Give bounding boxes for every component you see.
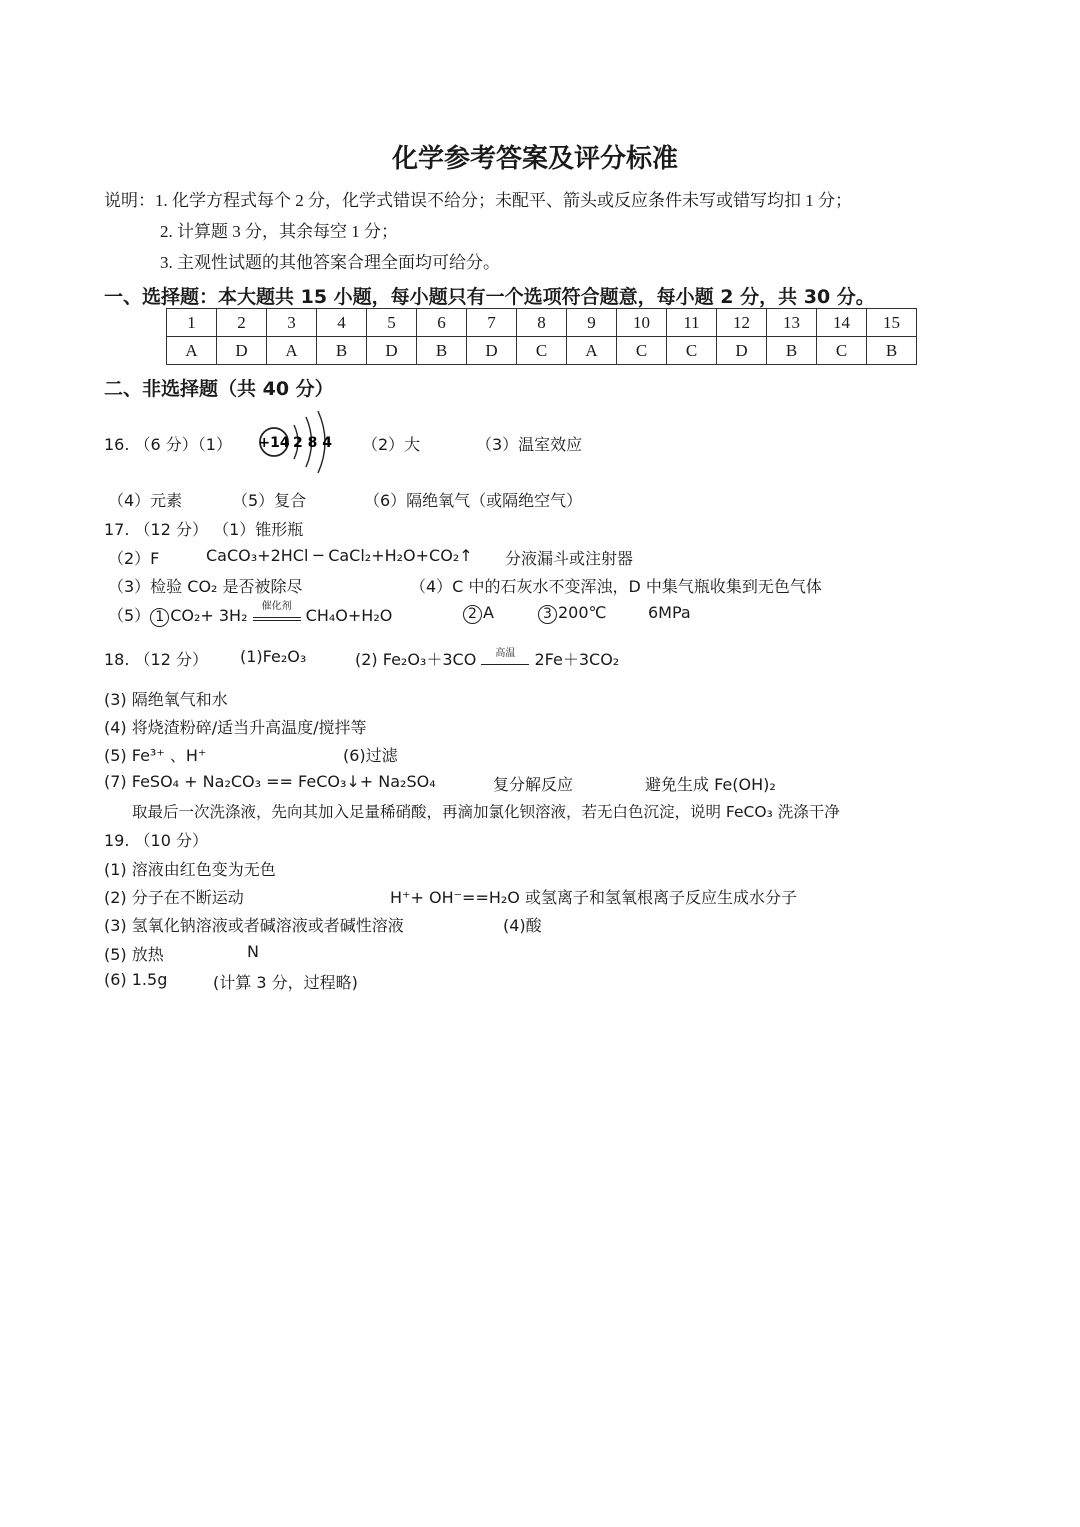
question-number-cell: 2 [217,309,267,337]
q18-answer-7-equation: (7) FeSO₄ + Na₂CO₃ == FeCO₃↓+ Na₂SO₄ [104,772,436,791]
question-number-cell: 14 [817,309,867,337]
answer-cell: D [717,337,767,365]
nucleus-charge: +14 [258,435,290,451]
q18-head: 18. （12 分） [104,650,208,669]
q17-answer-2c: 分液漏斗或注射器 [505,549,634,568]
circled-number-2: 2 [463,605,482,624]
q16-head: 16. （6 分）（1） [104,435,232,454]
q19-answer-2: (2) 分子在不断运动 [104,888,244,907]
answer-cell: A [567,337,617,365]
q17-answer-3: （3）检验 CO₂ 是否被除尽 [108,577,303,596]
answer-cell: C [667,337,717,365]
answer-cell: B [767,337,817,365]
question-number-cell: 1 [167,309,217,337]
q17-head: 17. （12 分） （1）锥形瓶 [104,520,304,539]
q18-answer-3: (3) 隔绝氧气和水 [104,690,228,709]
question-number-cell: 11 [667,309,717,337]
q19-answer-4: (4)酸 [503,916,542,935]
question-number-cell: 8 [517,309,567,337]
question-number-cell: 13 [767,309,817,337]
q17-products: CH₄O+H₂O [305,606,393,625]
q19-answer-1: (1) 溶液由红色变为无色 [104,860,276,879]
answer-table-answer-row [167,337,917,365]
answer-cell: B [317,337,367,365]
q17-answer-5b [463,603,494,624]
q18-answer-4: (4) 将烧渣粉碎/适当升高温度/搅拌等 [104,718,367,737]
q16-answer-5: （5）复合 [232,491,307,510]
q17-answer-2a: （2）F [108,549,160,568]
q19-answer-6b: (计算 3 分，过程略) [213,973,358,992]
question-number-cell: 9 [567,309,617,337]
q17-reactants: CO₂+ 3H₂ [170,606,248,625]
answer-cell: A [167,337,217,365]
q18-answer-5: (5) Fe³⁺ 、H⁺ [104,746,207,765]
question-number-cell: 10 [617,309,667,337]
note-3: 3. 主观性试题的其他答案合理全面均可给分。 [160,253,500,272]
section1-heading: 一、选择题：本大题共 15 小题，每小题只有一个选项符合题意，每小题 2 分，共 30 分。 [104,286,875,308]
question-number-cell: 4 [317,309,367,337]
q17-answer-5c [538,603,607,624]
q18-answer-7-wash: 取最后一次洗涤液，先向其加入足量稀硝酸，再滴加氯化钡溶液，若无白色沉淀，说明 FeCO₃ 洗涤干净 [132,803,840,821]
question-number-cell: 7 [467,309,517,337]
section2-heading: 二、非选择题（共 40 分） [104,378,334,400]
q17-answer-5b-text: A [483,603,494,622]
circled-number-1: 1 [150,608,169,627]
answer-table-number-row [167,309,917,337]
q18-answer-6: (6)过滤 [343,746,398,765]
q17-answer-4: （4）C 中的石灰水不变浑浊，D 中集气瓶收集到无色气体 [410,577,822,596]
answer-table [166,308,917,365]
answer-cell: C [817,337,867,365]
question-number-cell: 6 [417,309,467,337]
q18-answer-2 [355,647,619,670]
q19-head: 19. （10 分） [104,831,208,850]
condition-label: 高温 [495,648,516,659]
answer-cell: C [617,337,667,365]
q18-answer-1: (1)Fe₂O₃ [240,647,307,666]
q17-answer-5-label: （5） [108,606,151,625]
q19-answer-3: (3) 氢氧化钠溶液或者碱溶液或者碱性溶液 [104,916,404,935]
note-2: 2. 计算题 3 分，其余每空 1 分； [160,222,398,241]
q17-answer-5d: 6MPa [648,603,691,622]
answer-cell: D [217,337,267,365]
answer-cell: D [467,337,517,365]
q17-answer-5 [108,603,392,627]
circled-number-3: 3 [538,605,557,624]
question-number-cell: 12 [717,309,767,337]
q19-answer-5: (5) 放热 [104,945,164,964]
high-temp-arrow [481,648,529,665]
answer-cell: B [417,337,467,365]
q17-answer-5c-text: 200℃ [558,603,607,622]
question-number-cell: 15 [867,309,917,337]
q18-reactants: (2) Fe₂O₃＋3CO [355,650,477,669]
q16-answer-3: （3）温室效应 [476,435,583,454]
atom-structure-diagram [256,409,336,475]
q17-equation: CaCO₃+2HCl ─ CaCl₂+H₂O+CO₂↑ [206,546,473,565]
page-title: 化学参考答案及评分标准 [392,144,679,174]
q18-answer-7-type: 复分解反应 [493,775,574,794]
q18-products: 2Fe＋3CO₂ [534,650,620,669]
q19-answer-2b: H⁺+ OH⁻==H₂O 或氢离子和氢氧根离子反应生成水分子 [390,888,797,907]
q16-answer-2: （2）大 [362,435,421,454]
electron-counts: 2 8 4 [293,435,332,451]
q18-answer-7-reason: 避免生成 Fe(OH)₂ [645,775,776,794]
catalyst-arrow [253,601,301,621]
q16-answer-6: （6）隔绝氧气（或隔绝空气） [364,491,583,510]
note-1: 说明：1. 化学方程式每个 2 分，化学式错误不给分；未配平、箭头或反应条件未写或错写均扣 1 分； [104,191,852,210]
question-number-cell: 3 [267,309,317,337]
answer-cell: D [367,337,417,365]
answer-cell: B [867,337,917,365]
answer-cell: C [517,337,567,365]
catalyst-label: 催化剂 [261,601,292,612]
q16-answer-4: （4）元素 [108,491,183,510]
question-number-cell: 5 [367,309,417,337]
answer-cell: A [267,337,317,365]
q19-answer-6: (6) 1.5g [104,970,168,989]
q19-answer-5b: N [247,942,259,961]
